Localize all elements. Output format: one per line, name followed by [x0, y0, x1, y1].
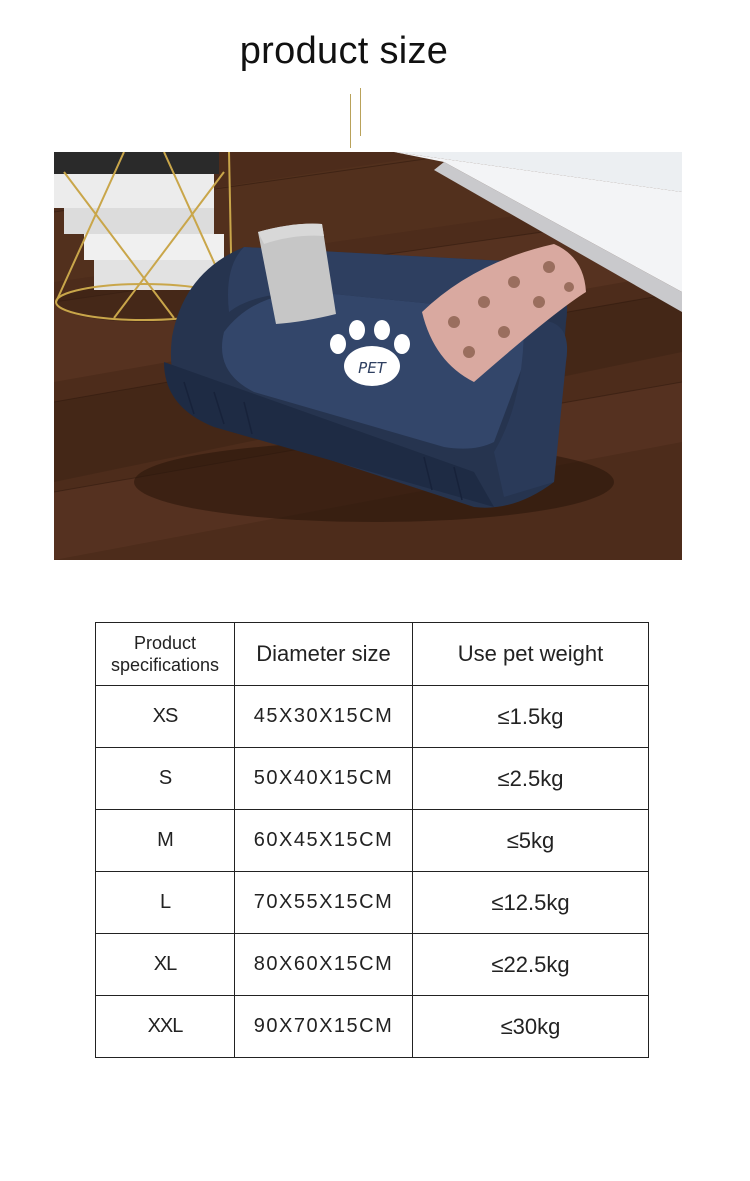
weight-cell: ≤1.5kg [413, 686, 649, 748]
product-photo [54, 152, 682, 560]
paw-embroidery-text: PET [358, 359, 386, 377]
table-row [96, 934, 649, 996]
size-cell: XS [96, 686, 235, 748]
decorative-line-right [360, 88, 361, 136]
weight-cell: ≤2.5kg [413, 748, 649, 810]
header-product-specifications: Product specifications [96, 623, 235, 686]
size-cell: S [96, 748, 235, 810]
diameter-cell: 90X70X15CM [235, 996, 413, 1058]
weight-cell: ≤30kg [413, 996, 649, 1058]
decorative-line-left [350, 94, 351, 148]
size-cell: XXL [96, 996, 235, 1058]
header-use-pet-weight: Use pet weight [413, 623, 649, 686]
weight-cell: ≤22.5kg [413, 934, 649, 996]
page-title: product size [239, 30, 449, 72]
diameter-cell: 50X40X15CM [235, 748, 413, 810]
size-cell: M [96, 810, 235, 872]
weight-cell: ≤5kg [413, 810, 649, 872]
header-diameter-size: Diameter size [235, 623, 413, 686]
size-cell: XL [96, 934, 235, 996]
table-row [96, 810, 649, 872]
diameter-cell: 80X60X15CM [235, 934, 413, 996]
table-row [96, 686, 649, 748]
size-chart-table [95, 622, 649, 1058]
diameter-cell: 45X30X15CM [235, 686, 413, 748]
weight-cell: ≤12.5kg [413, 872, 649, 934]
table-row [96, 748, 649, 810]
table-header-row [96, 623, 649, 686]
diameter-cell: 60X45X15CM [235, 810, 413, 872]
diameter-cell: 70X55X15CM [235, 872, 413, 934]
table-row [96, 996, 649, 1058]
table-row [96, 872, 649, 934]
size-cell: L [96, 872, 235, 934]
